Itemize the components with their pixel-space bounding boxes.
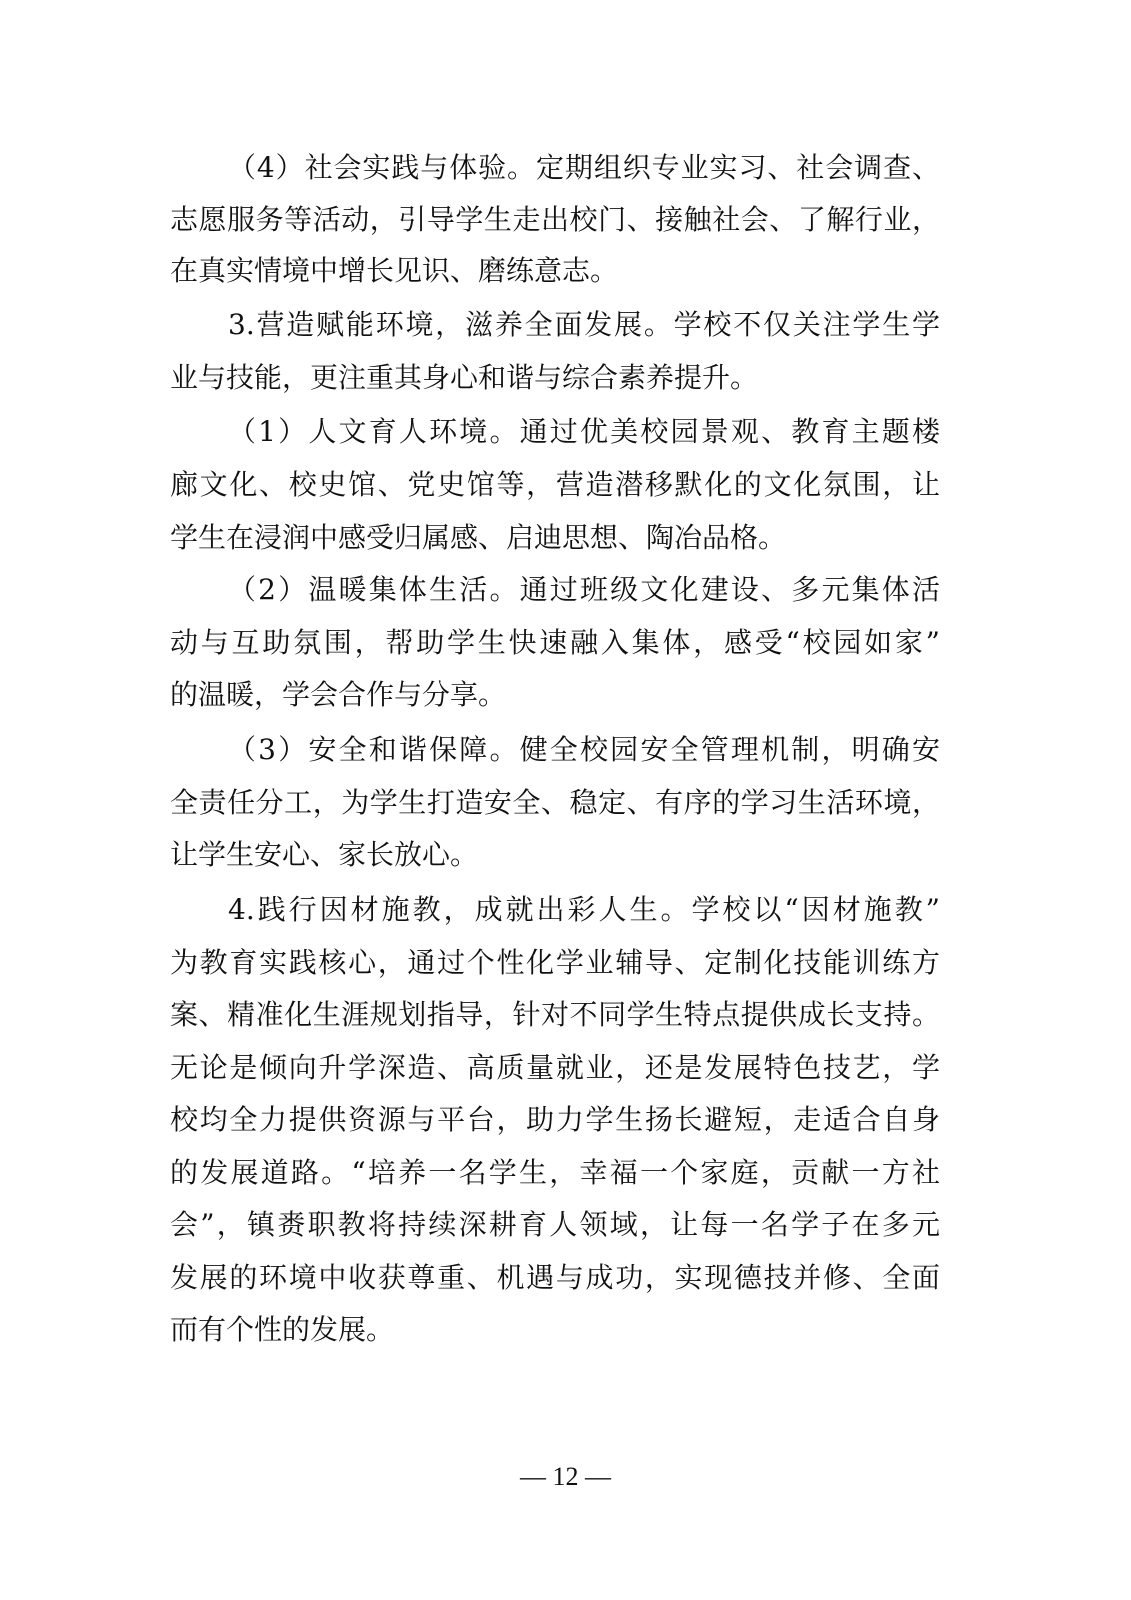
text-line: 廊文化、校史馆、党史馆等，营造潜移默化的文化氛围，让 (170, 468, 940, 501)
text-line: 志愿服务等活动，引导学生走出校门、接触社会、了解行业， (170, 203, 940, 236)
text-line: （3）安全和谐保障。健全校园安全管理机制，明确安 (228, 733, 940, 766)
text-line: 而有个性的发展。 (170, 1313, 395, 1346)
text-line: 全责任分工，为学生打造安全、稳定、有序的学习生活环境， (170, 786, 940, 819)
text-line: （2）温暖集体生活。通过班级文化建设、多元集体活 (228, 573, 940, 606)
text-line: 的发展道路。“培养一名学生，幸福一个家庭，贡献一方社 (170, 1156, 940, 1189)
text-line: 4.践行因材施教，成就出彩人生。学校以“因材施教” (228, 893, 940, 926)
text-line: 的温暖，学会合作与分享。 (170, 678, 507, 711)
text-line: 业与技能，更注重其身心和谐与综合素养提升。 (170, 361, 759, 394)
text-line: 学生在浸润中感受归属感、启迪思想、陶冶品格。 (170, 521, 787, 554)
text-line: 会”，镇赉职教将持续深耕育人领域，让每一名学子在多元 (170, 1208, 940, 1241)
text-line: （4）社会实践与体验。定期组织专业实习、社会调查、 (228, 151, 940, 184)
text-line: 发展的环境中收获尊重、机遇与成功，实现德技并修、全面 (170, 1261, 940, 1294)
text-line: 3.营造赋能环境，滋养全面发展。学校不仅关注学生学 (228, 308, 940, 341)
text-line: 案、精准化生涯规划指导，针对不同学生特点提供成长支持。 (170, 998, 940, 1031)
text-line: 在真实情境中增长见识、磨练意志。 (170, 254, 619, 287)
text-line: 无论是倾向升学深造、高质量就业，还是发展特色技艺，学 (170, 1051, 940, 1084)
text-line: 动与互助氛围，帮助学生快速融入集体，感受“校园如家” (170, 626, 940, 659)
text-line: 让学生安心、家长放心。 (170, 838, 479, 871)
text-line: 为教育实践核心，通过个性化学业辅导、定制化技能训练方 (170, 946, 940, 979)
text-line: 校均全力提供资源与平台，助力学生扬长避短，走适合自身 (170, 1103, 940, 1136)
text-line: （1）人文育人环境。通过优美校园景观、教育主题楼 (228, 415, 940, 448)
page-number: — 12 — (520, 1462, 611, 1491)
